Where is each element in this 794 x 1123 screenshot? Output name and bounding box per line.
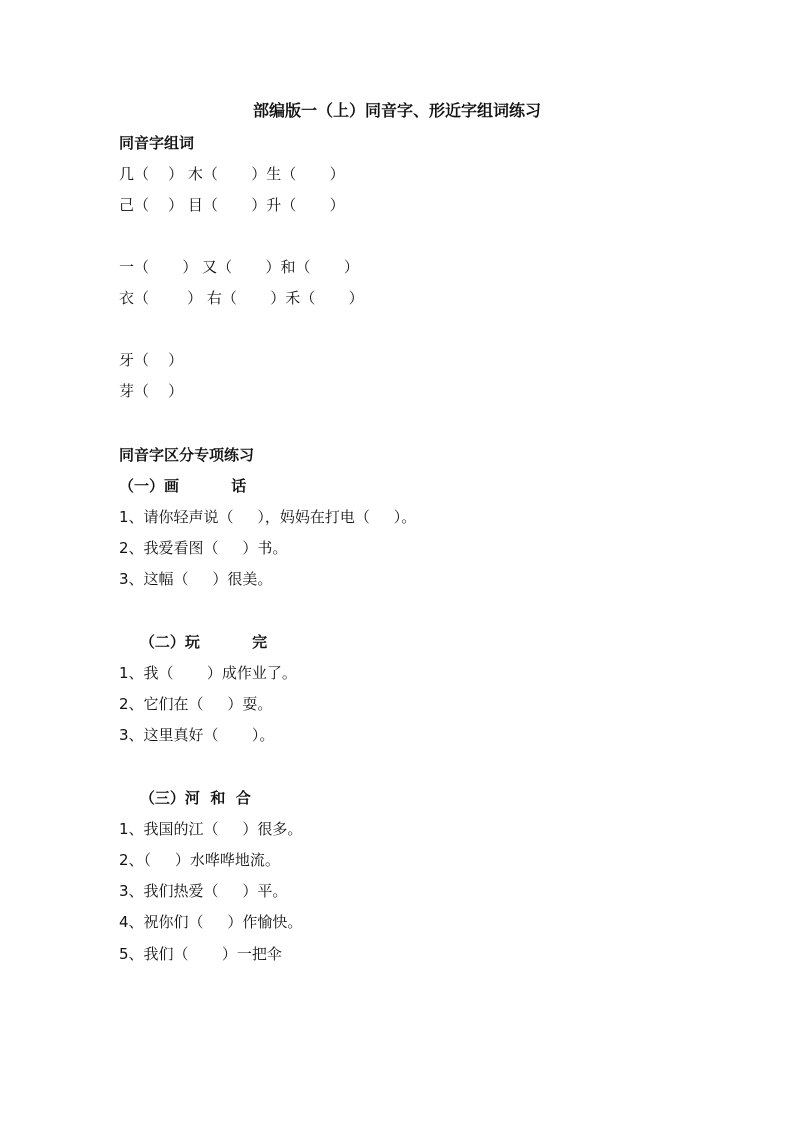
group-heading-2: （二）玩 完 [119,633,268,651]
exercise-item: 1、我国的江（ ）很多。 [119,820,303,838]
exercise-line: 牙（ ） [119,351,184,369]
exercise-item: 2、（ ）水哗哗地流。 [119,851,280,869]
exercise-item: 3、我们热爱（ ）平。 [119,882,288,900]
exercise-item: 3、这里真好（ ）。 [119,726,275,744]
exercise-item: 1、我（ ）成作业了。 [119,664,297,682]
exercise-line: 芽（ ） [119,382,184,400]
exercise-line: 几（ ） 木（ ）生（ ） [119,165,345,183]
exercise-item: 2、它们在（ ）耍。 [119,695,273,713]
exercise-item: 2、我爱看图（ ）书。 [119,539,288,557]
exercise-line: 己（ ） 目（ ）升（ ） [119,196,345,214]
exercise-item: 4、祝你们（ ）作愉快。 [119,913,303,931]
exercise-item: 5、我们（ ）一把伞 [119,945,282,963]
section-heading-homophone-words: 同音字组词 [119,134,195,152]
group-heading-3: （三）河 和 合 [119,789,251,807]
exercise-line: 一（ ） 又（ ）和（ ） [119,258,359,276]
section-heading-homophone-practice: 同音字区分专项练习 [119,446,255,464]
group-heading-1: （一）画 话 [119,477,247,495]
exercise-line: 衣（ ） 右（ ）禾（ ） [119,289,364,307]
exercise-item: 3、这幅（ ）很美。 [119,570,273,588]
exercise-item: 1、请你轻声说（ ），妈妈在打电（ ）。 [119,508,417,526]
page-title: 部编版一（上）同音字、形近字组词练习 [252,101,541,120]
